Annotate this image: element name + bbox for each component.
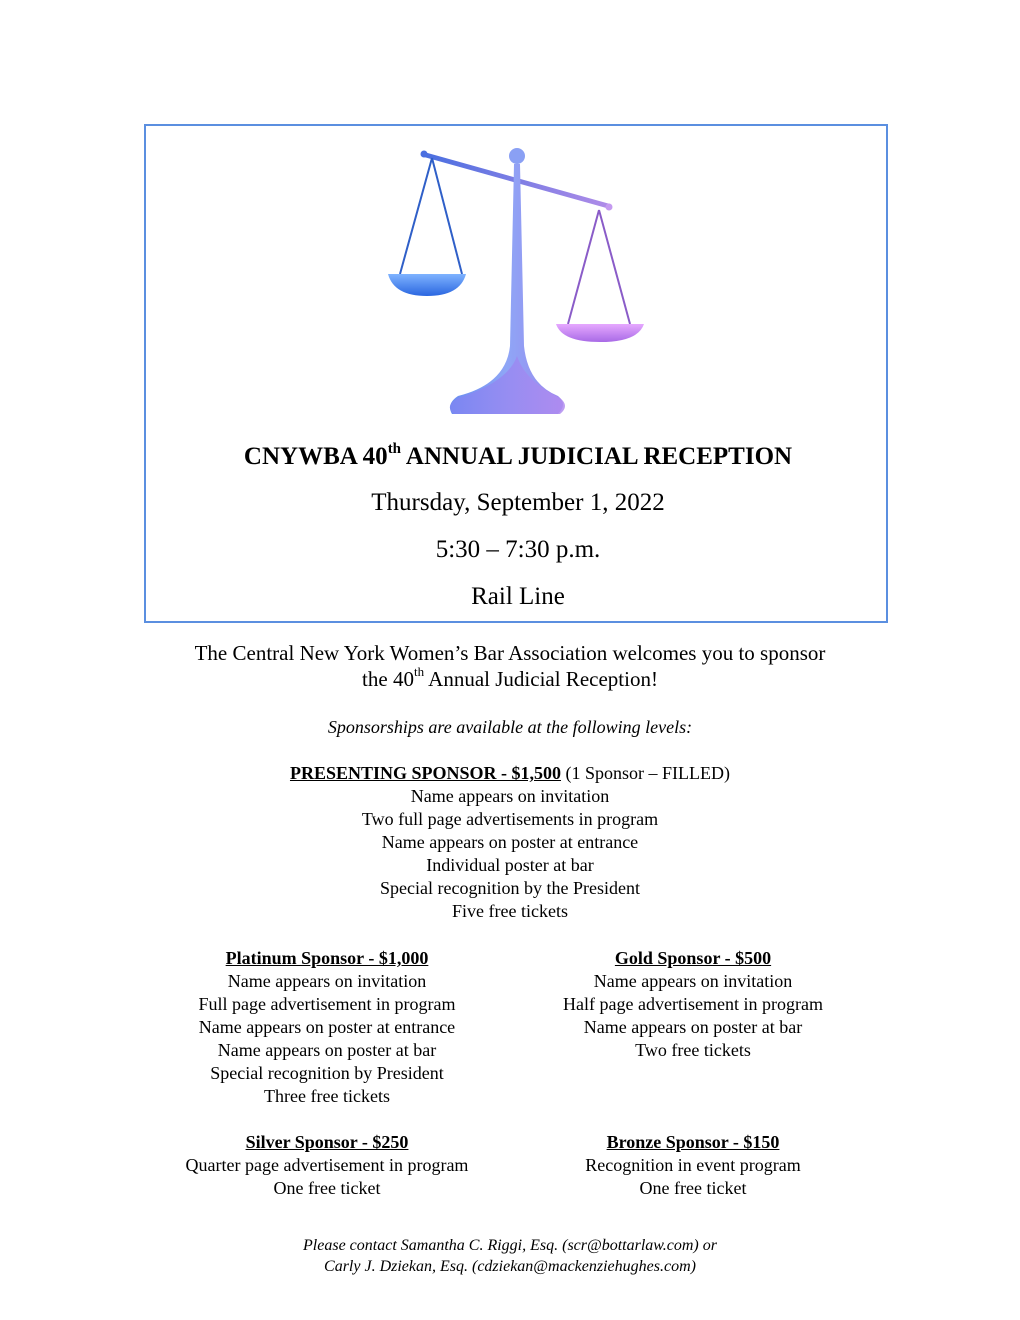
gold-sponsor-block (494, 947, 892, 1062)
benefit-item: Full page advertisement in program (198, 994, 456, 1014)
contact-info (120, 1235, 900, 1277)
benefit-item: Three free tickets (264, 1086, 390, 1106)
intro-line-2: the 40th Annual Judicial Reception! (362, 664, 658, 691)
presenting-sponsor-block (150, 762, 870, 923)
gold-sponsor-heading: Gold Sponsor - $500 (614, 948, 772, 968)
sponsorship-levels-intro: Sponsorships are available at the following levels: (327, 717, 693, 737)
contact-line-1: Please contact Samantha C. Riggi, Esq. (scr@bottarlaw.com) or (303, 1237, 717, 1254)
intro-line-1: The Central New York Women’s Bar Association welcomes you to sponsor (194, 641, 826, 665)
benefit-item: One free ticket (639, 1178, 747, 1198)
benefit-item: Name appears on poster at bar (583, 1017, 803, 1037)
bronze-sponsor-heading: Bronze Sponsor - $150 (606, 1132, 780, 1152)
benefit-item: Name appears on invitation (410, 786, 610, 806)
benefit-item: Recognition in event program (585, 1155, 801, 1175)
benefit-item: Special recognition by President (210, 1063, 444, 1083)
intro-paragraph (120, 640, 900, 692)
scales-of-justice-icon (378, 146, 650, 418)
benefit-item: One free ticket (273, 1178, 381, 1198)
event-title: CNYWBA 40th ANNUAL JUDICIAL RECEPTION (243, 440, 793, 470)
benefit-item: Quarter page advertisement in program (185, 1155, 469, 1175)
benefit-item: Special recognition by the President (380, 878, 640, 898)
bronze-sponsor-block (494, 1131, 892, 1200)
event-venue: Rail Line (471, 583, 565, 610)
benefit-item: Name appears on poster at entrance (381, 832, 639, 852)
benefit-item: Name appears on poster at bar (217, 1040, 437, 1060)
benefit-item: Individual poster at bar (426, 855, 594, 875)
platinum-sponsor-block (130, 947, 524, 1108)
event-time: 5:30 – 7:30 p.m. (435, 536, 601, 563)
silver-sponsor-block (130, 1131, 524, 1200)
benefit-item: Two free tickets (635, 1040, 751, 1060)
contact-line-2: Carly J. Dziekan, Esq. (cdziekan@mackenziehughes.com) (324, 1258, 696, 1275)
platinum-sponsor-heading: Platinum Sponsor - $1,000 (225, 948, 429, 968)
benefit-item: Name appears on poster at entrance (198, 1017, 456, 1037)
benefit-item: Two full page advertisements in program (361, 809, 659, 829)
benefit-item: Name appears on invitation (593, 971, 793, 991)
benefit-item: Five free tickets (452, 901, 568, 921)
silver-sponsor-heading: Silver Sponsor - $250 (245, 1132, 409, 1152)
event-date: Thursday, September 1, 2022 (371, 489, 665, 516)
benefit-item: Name appears on invitation (227, 971, 427, 991)
presenting-sponsor-heading: PRESENTING SPONSOR - $1,500 (1 Sponsor – FILLED) (289, 763, 731, 783)
benefit-item: Half page advertisement in program (563, 994, 823, 1014)
